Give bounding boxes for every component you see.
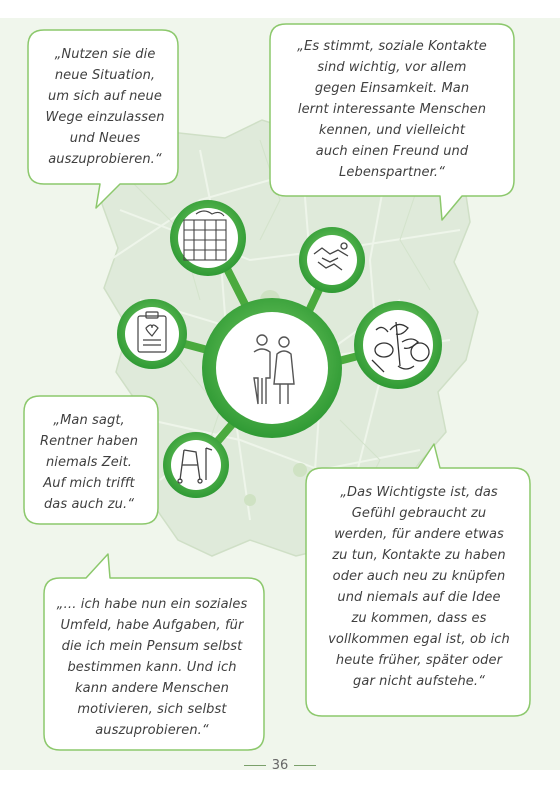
quote-social-environment: „… ich habe nun ein soziales Umfeld, habe Aufgaben, für die ich mein Pensum selbst bestimmen kann. Und ich kann andere Menschen motivieren, sich selbst auszuprobieren.“	[56, 597, 248, 738]
quote-retirees-no-time: „Man sagt, Rentner haben niemals Zeit. Auf mich trifft das auch zu.“	[39, 413, 139, 512]
page-number-dash-left	[244, 765, 266, 766]
quote-social-contacts: „Es stimmt, soziale Kontakte sind wichtig, vor allem gegen Einsamkeit. Man lernt interessante Menschen kennen, und vielleicht auch einen Freund und Lebenspartner.“	[297, 39, 487, 180]
page-number-value: 36	[271, 758, 289, 773]
quote-new-situation: „Nutzen sie die neue Situation, um sich auf neue Wege einzulassen und Neues auszuprobieren.“	[45, 47, 165, 167]
quote-feeling-needed: „Das Wichtigste ist, das Gefühl gebraucht zu werden, für andere etwas zu tun, Kontakte zu haben oder auch neu zu knüpfen und niemals auf die Idee zu kommen, dass es vollkommen egal ist, ob ich heute früher, später oder gar nicht aufstehe.“	[328, 485, 510, 689]
page-number	[230, 758, 330, 773]
page-number-dash-right	[294, 765, 316, 766]
